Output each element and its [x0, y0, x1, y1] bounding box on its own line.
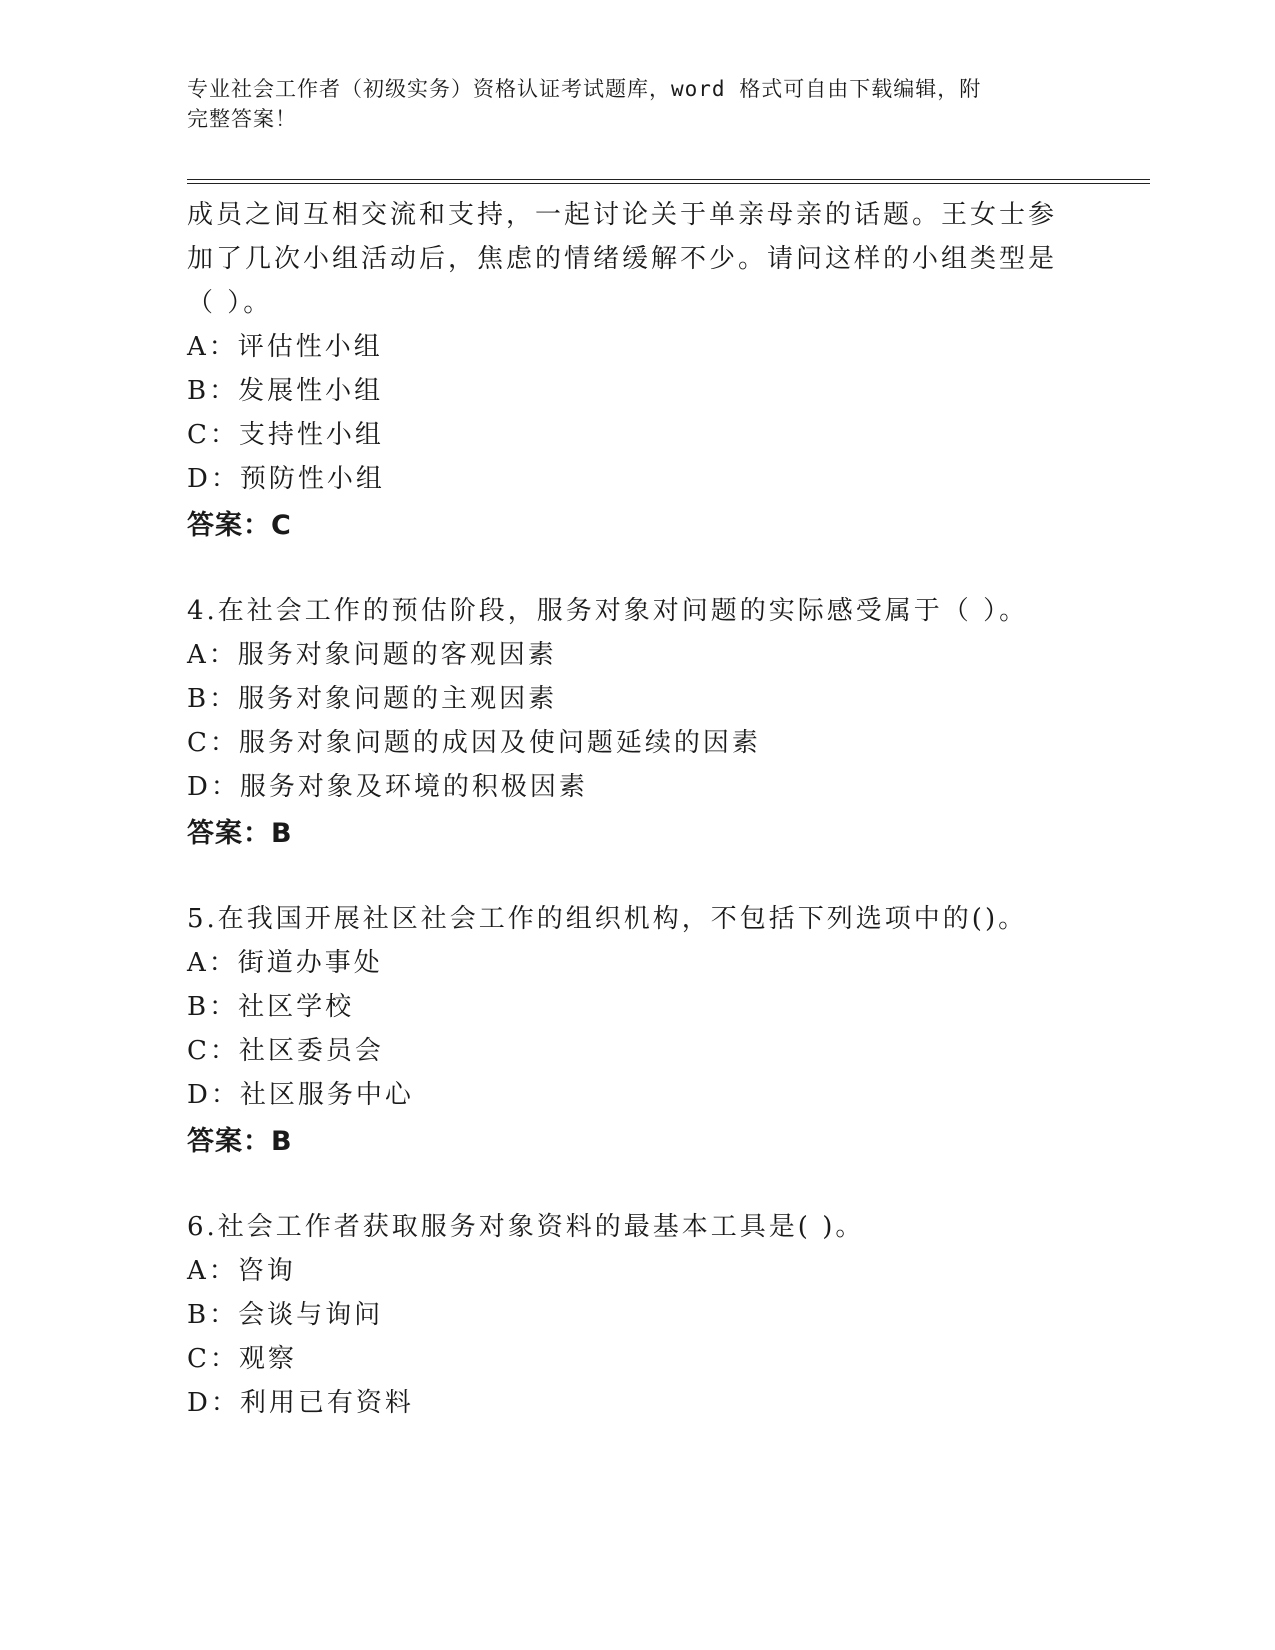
q3-stem-line-2: 加了几次小组活动后，焦虑的情绪缓解不少。请问这样的小组类型是: [187, 244, 1058, 274]
q4-stem: 4.在社会工作的预估阶段，服务对象对问题的实际感受属于（ ）。: [187, 596, 1029, 626]
q3-stem-line-1: 成员之间互相交流和支持，一起讨论关于单亲母亲的话题。王女士参: [187, 200, 1058, 230]
q6-option-a: A：咨询: [187, 1256, 296, 1286]
q3-option-d: D：预防性小组: [187, 464, 385, 494]
q4-option-a: A：服务对象问题的客观因素: [187, 640, 557, 670]
q3-option-a: A：评估性小组: [187, 332, 383, 362]
q3-answer: 答案：C: [187, 510, 292, 541]
q5-stem: 5.在我国开展社区社会工作的组织机构，不包括下列选项中的()。: [187, 904, 1028, 934]
q4-option-d: D：服务对象及环境的积极因素: [187, 772, 588, 802]
q3-option-c: C：支持性小组: [187, 420, 384, 450]
q4-option-c: C：服务对象问题的成因及使问题延续的因素: [187, 728, 761, 758]
q5-answer: 答案：B: [187, 1126, 293, 1157]
q6-stem: 6.社会工作者获取服务对象资料的最基本工具是( )。: [187, 1212, 865, 1242]
q3-stem-line-3: （ ）。: [187, 288, 273, 318]
q3-option-b: B：发展性小组: [187, 376, 384, 406]
q5-option-d: D：社区服务中心: [187, 1080, 414, 1110]
header-divider-bottom: [187, 183, 1150, 184]
q5-option-c: C：社区委员会: [187, 1036, 384, 1066]
q6-option-b: B：会谈与询问: [187, 1300, 384, 1330]
q5-option-a: A：街道办事处: [187, 948, 383, 978]
page-header: [187, 74, 1067, 134]
q5-option-b: B：社区学校: [187, 992, 355, 1022]
q6-option-d: D：利用已有资料: [187, 1388, 414, 1418]
q6-option-c: C：观察: [187, 1344, 297, 1374]
q4-answer: 答案：B: [187, 818, 293, 849]
q4-option-b: B：服务对象问题的主观因素: [187, 684, 558, 714]
header-divider-top: [187, 179, 1150, 180]
header-line-1: 专业社会工作者（初级实务）资格认证考试题库，word 格式可自由下载编辑，附: [187, 77, 982, 101]
header-line-2: 完整答案！: [187, 107, 297, 131]
